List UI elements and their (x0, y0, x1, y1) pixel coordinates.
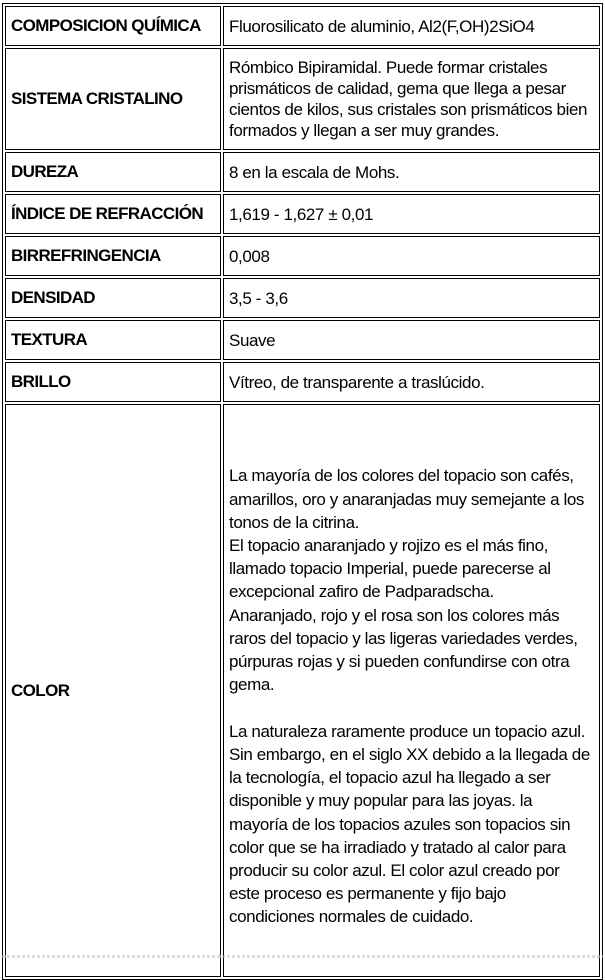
table-row (5, 236, 600, 276)
table-row (5, 362, 600, 402)
property-value: 3,5 - 3,6 (223, 278, 600, 318)
property-value: Rómbico Bipiramidal. Puede formar cristales prismáticos de calidad, gema que llega a pesar cientos de kilos, sus cristales son prismáticos bien formados y llegan a ser muy grandes. (223, 48, 600, 150)
property-label: SISTEMA CRISTALINO (5, 48, 221, 150)
property-label: DENSIDAD (5, 278, 221, 318)
property-label: COLOR (5, 404, 221, 977)
property-value: 0,008 (223, 236, 600, 276)
properties-table (2, 3, 603, 980)
property-value: 1,619 - 1,627 ± 0,01 (223, 194, 600, 234)
property-label: BRILLO (5, 362, 221, 402)
bottom-divider (2, 955, 603, 958)
property-label: BIRREFRINGENCIA (5, 236, 221, 276)
table-row (5, 6, 600, 46)
table-row (5, 320, 600, 360)
table-row (5, 48, 600, 150)
table-row (5, 152, 600, 192)
property-value: 8 en la escala de Mohs. (223, 152, 600, 192)
property-label: COMPOSICION QUÍMICA (5, 6, 221, 46)
property-label: DUREZA (5, 152, 221, 192)
table-row (5, 278, 600, 318)
table-row (5, 404, 600, 977)
property-value: La mayoría de los colores del topacio son cafés, amarillos, oro y anaranjadas muy semejante a los tonos de la citrina. El topacio anaranjado y rojizo es el más fino, llamado topacio Imperial, puede parecerse al excepcional zafiro de Padparadscha. Anaranjado, rojo y el rosa son los colores más raros del topacio y las ligeras variedades verdes, púrpuras rojas y si pueden confundirse con otra gema. La naturaleza raramente produce un topacio azul. Sin embargo, en el siglo XX debido a la llegada de la tecnología, el topacio azul ha llegado a ser disponible y muy popular para las joyas. la mayoría de los topacios azules son topacios sin color que se ha irradiado y tratado al calor para producir su color azul. El color azul creado por este proceso es permanente y fijo bajo condiciones normales de cuidado. (223, 404, 600, 977)
property-label: TEXTURA (5, 320, 221, 360)
property-label: ÍNDICE DE REFRACCIÓN (5, 194, 221, 234)
property-value: Fluorosilicato de aluminio, Al2(F,OH)2SiO4 (223, 6, 600, 46)
property-value: Suave (223, 320, 600, 360)
property-value: Vítreo, de transparente a traslúcido. (223, 362, 600, 402)
table-row (5, 194, 600, 234)
